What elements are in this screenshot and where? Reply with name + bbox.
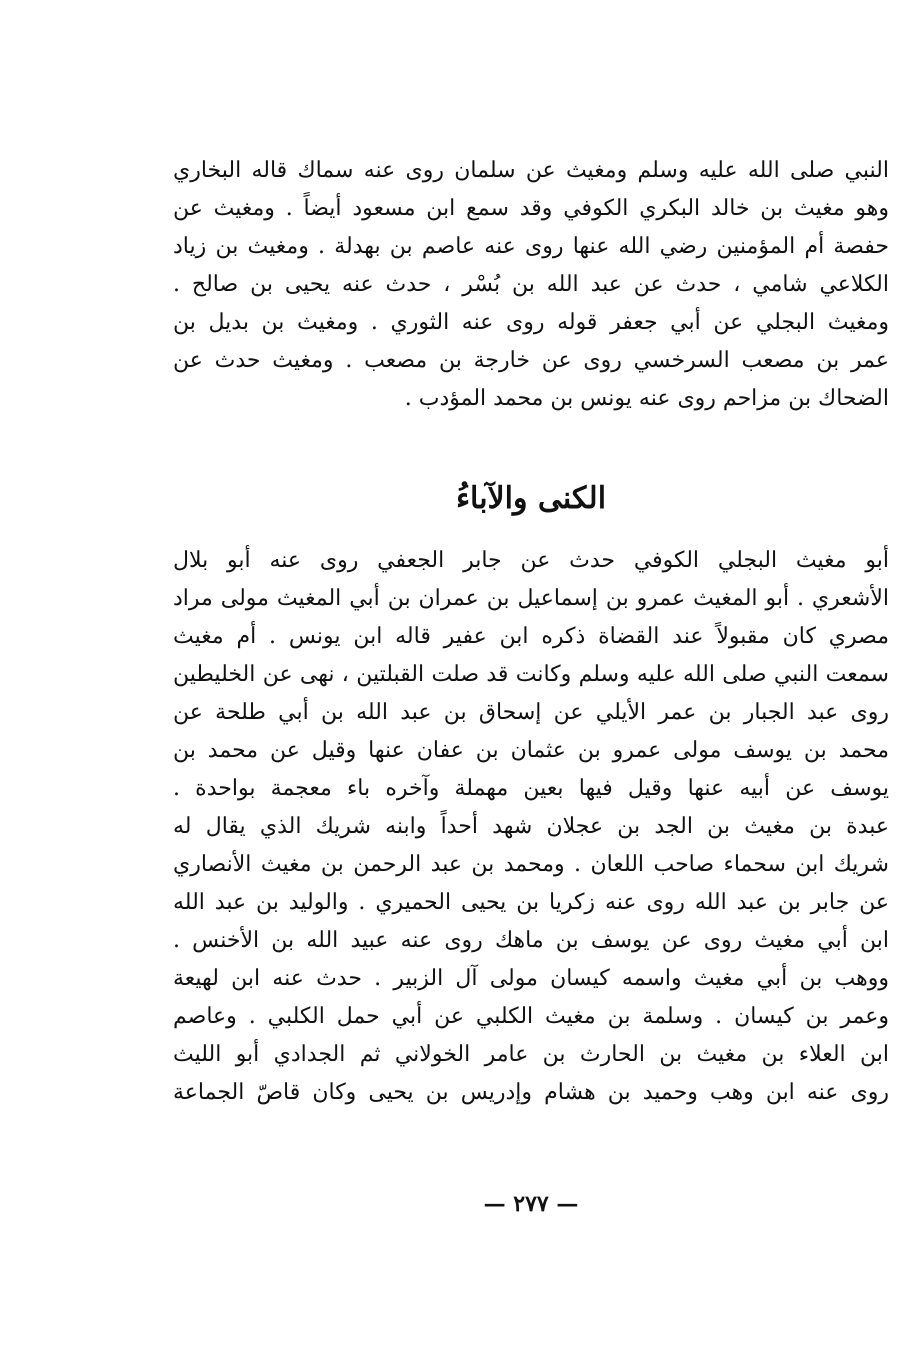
text-line: ووهب بن أبي مغيث واسمه كيسان مولى آل الزبير . حدث عنه ابن لهيعة [173,966,889,991]
text-line: يوسف عن أبيه عنها وقيل فيها بعين مهملة وآخره باء معجمة بواحدة . [173,776,889,801]
text-line: مصري كان مقبولاً عند القضاة ذكره ابن عفير قاله ابن يونس . أم مغيث [173,624,889,649]
text-line: ابن أبي مغيث روى عن يوسف بن ماهك روى عنه عبيد الله بن الأخنس . [173,928,889,953]
text-line: أبو مغيث البجلي الكوفي حدث عن جابر الجعفي روى عنه أبو بلال [173,548,889,573]
text-line: النبي صلى الله عليه وسلم ومغيث عن سلمان روى عنه سماك قاله البخاري [173,158,889,183]
paragraph-main [173,542,889,1112]
text-line: ابن العلاء بن مغيث بن الحارث بن عامر الخولاني ثم الجدادي أبو الليث [173,1042,889,1067]
page-number: — ٢٧٧ — [483,1191,579,1217]
text-line: الكلاعي شامي ، حدث عن عبد الله بن بُسْر ، حدث عنه يحيى بن صالح . [173,272,889,297]
paragraph-top [173,152,889,418]
text-line: عمر بن مصعب السرخسي روى عن خارجة بن مصعب . ومغيث حدث عن [173,348,889,373]
text-line: الأشعري . أبو المغيث عمرو بن إسماعيل بن عمران بن أبي المغيث مولى مراد [173,586,889,611]
text-line: وعمر بن كيسان . وسلمة بن مغيث الكلبي عن أبي حمل الكلبي . وعاصم [173,1004,889,1029]
text-line: عبدة بن مغيث بن الجد بن عجلان شهد أحداً وابنه شريك الذي يقال له [173,814,889,839]
text-line: روى عبد الجبار بن عمر الأيلي عن إسحاق بن عبد الله بن أبي طلحة عن [173,700,889,725]
text-line: الضحاك بن مزاحم روى عنه يونس بن محمد المؤدب . [404,386,889,411]
section-heading: الكنى والآباءُ [455,481,607,516]
text-line: ومغيث البجلي عن أبي جعفر قوله روى عنه الثوري . ومغيث بن بديل بن [173,310,889,335]
text-line: سمعت النبي صلى الله عليه وسلم وكانت قد صلت القبلتين ، نهى عن الخليطين [173,662,889,687]
text-line: حفصة أم المؤمنين رضي الله عنها روى عنه عاصم بن بهدلة . ومغيث بن زياد [173,234,889,259]
text-line: محمد بن يوسف مولى عمرو بن عثمان بن عفان عنها وقيل عن محمد بن [173,738,889,763]
text-line: روى عنه ابن وهب وحميد بن هشام وإدريس بن يحيى وكان قاصّ الجماعة [173,1080,889,1105]
text-line: وهو مغيث بن خالد البكري الكوفي وقد سمع ابن مسعود أيضاً . ومغيث عن [173,196,889,221]
text-line: شريك ابن سحماء صاحب اللعان . ومحمد بن عبد الرحمن بن مغيث الأنصاري [173,852,889,877]
text-line: عن جابر بن عبد الله روى عنه زكريا بن يحيى الحميري . والوليد بن عبد الله [173,890,889,915]
